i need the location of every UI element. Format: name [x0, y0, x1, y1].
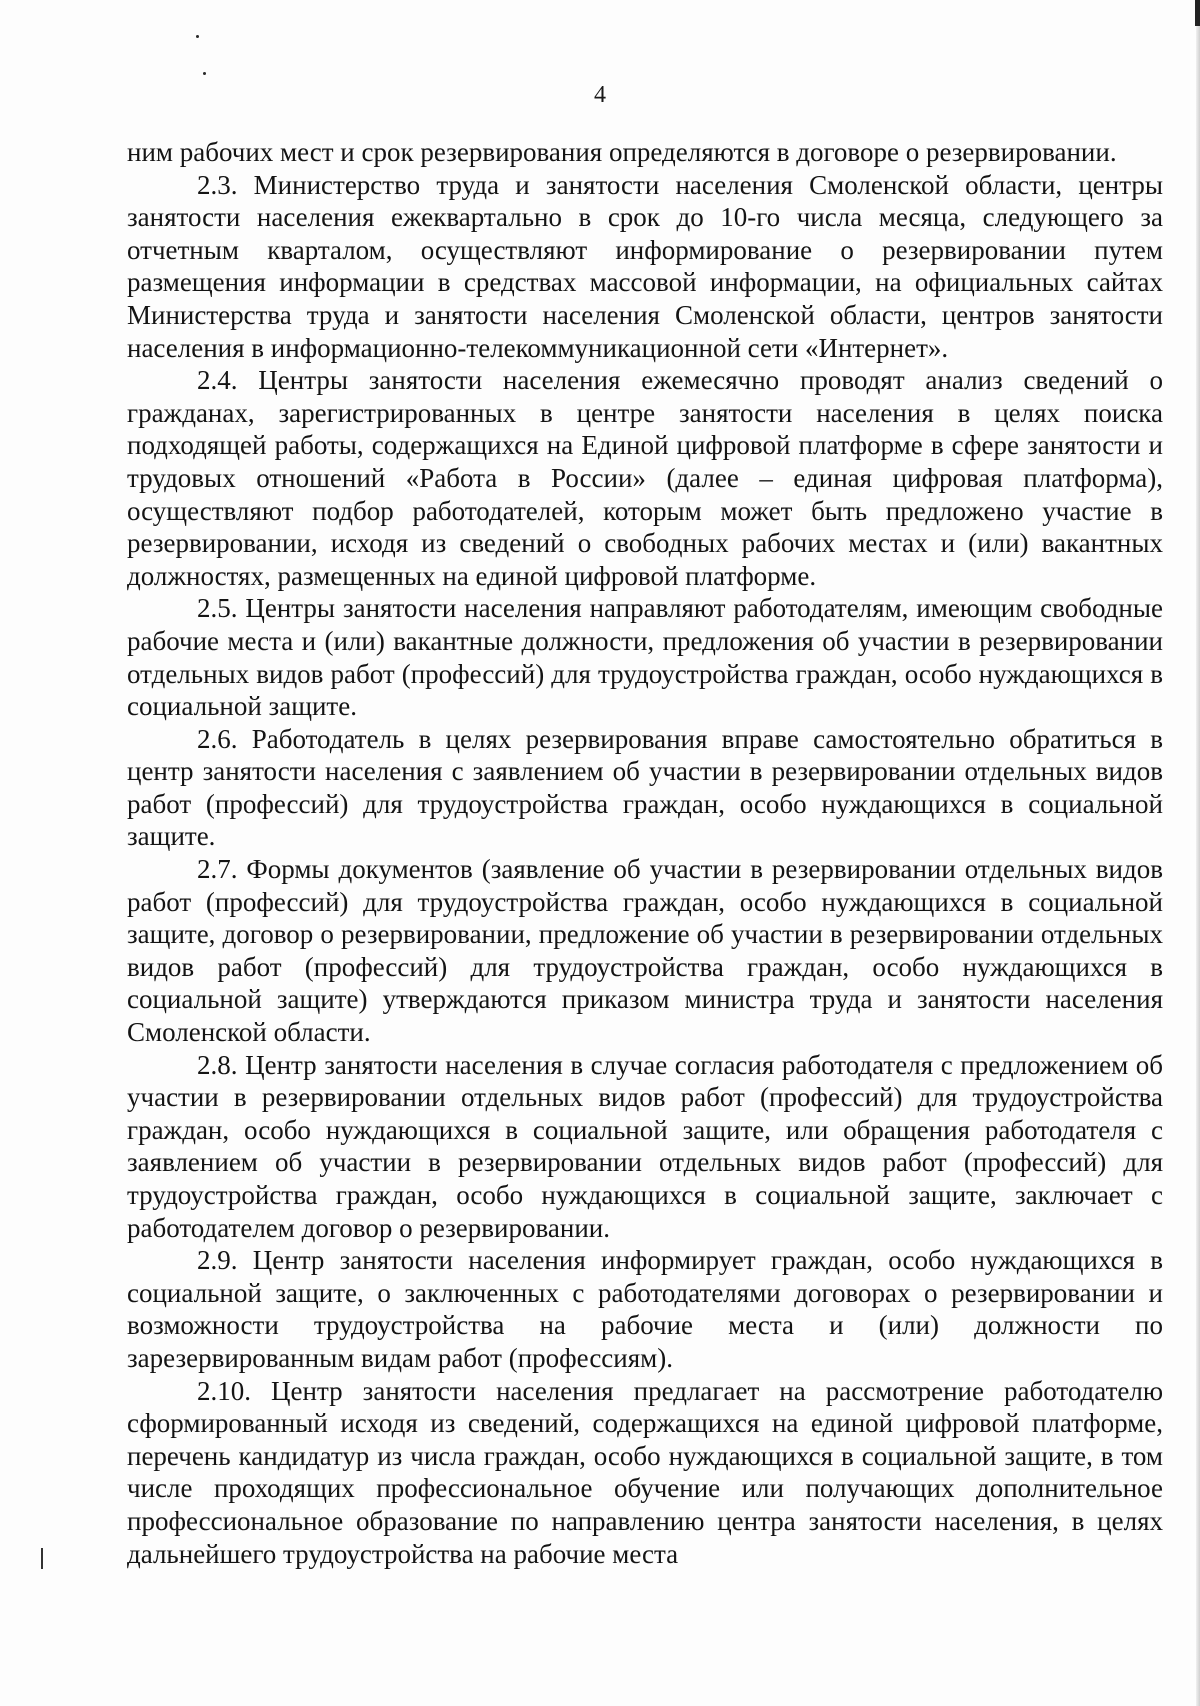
page-number: 4	[594, 82, 606, 108]
paragraph-2-10: 2.10. Центр занятости населения предлагает на рассмотрение работодателю сформированный исходя из сведений, содержащихся на единой цифровой платформе, перечень кандидатур из числа граждан, особо нуждающихся в социальной защите, в том числе проходящих профессиональное обучение или получающих дополнительное профессиональное образование по направлению центра занятости населения, в целях дальнейшего трудоустройства на рабочие места	[127, 1375, 1163, 1569]
paragraph-2-5: 2.5. Центры занятости населения направляют работодателям, имеющим свободные рабочие места и (или) вакантные должности, предложения об участии в резервировании отдельных видов работ (профессий) для трудоустройства граждан, особо нуждающихся в социальной защите.	[127, 593, 1163, 722]
scan-speck	[196, 35, 199, 38]
paragraph-2-9: 2.9. Центр занятости населения информирует граждан, особо нуждающихся в социальной защите, о заключенных с работодателями договорах о резервировании и возможности трудоустройства на рабочие места и (или) должности по зарезервированным видам работ (профессиям).	[127, 1245, 1163, 1373]
scan-speck	[203, 72, 206, 75]
document-body	[127, 136, 1163, 1570]
scan-margin-mark	[41, 1548, 43, 1569]
scan-edge-mark	[1195, 0, 1200, 26]
paragraph-2-6: 2.6. Работодатель в целях резервирования вправе самостоятельно обратиться в центр занятости населения с заявлением об участии в резервировании отдельных видов работ (профессий) для трудоустройства граждан, особо нуждающихся в социальной защите.	[127, 723, 1163, 852]
paragraph-2-7: 2.7. Формы документов (заявление об участии в резервировании отдельных видов работ (профессий) для трудоустройства граждан, особо нуждающихся в социальной защите, договор о резервировании, предложение об участии в резервировании отдельных видов работ (профессий) для трудоустройства граждан, особо нуждающихся в социальной защите) утверждаются приказом министра труда и занятости населения Смоленской области.	[127, 854, 1163, 1048]
paragraph-2-8: 2.8. Центр занятости населения в случае согласия работодателя с предложением об участии в резервировании отдельных видов работ (профессий) для трудоустройства граждан, особо нуждающихся в социальной защите, или обращения работодателя с заявлением об участии в резервировании отдельных видов работ (профессий) для трудоустройства граждан, особо нуждающихся в социальной защите, заключает с работодателем договор о резервировании.	[127, 1049, 1163, 1243]
paragraph-2-4: 2.4. Центры занятости населения ежемесячно проводят анализ сведений о гражданах, зарегистрированных в центре занятости населения в целях поиска подходящей работы, содержащихся на Единой цифровой платформе в сфере занятости и трудовых отношений «Работа в России» (далее – единая цифровая платформа), осуществляют подбор работодателей, которым может быть предложено участие в резервировании, исходя из сведений о свободных рабочих местах и (или) вакантных должностях, размещенных на единой цифровой платформе.	[127, 365, 1163, 591]
scan-edge-shadow	[1196, 0, 1200, 1706]
paragraph-2-3: 2.3. Министерство труда и занятости населения Смоленской области, центры занятости населения ежеквартально в срок до 10-го числа месяца, следующего за отчетным кварталом, осуществляют информирование о резервировании путем размещения информации в средствах массовой информации, на официальных сайтах Министерства труда и занятости населения Смоленской области, центров занятости населения в информационно-телекоммуникационной сети «Интернет».	[127, 169, 1163, 363]
paragraph-continuation: ним рабочих мест и срок резервирования определяются в договоре о резервировании.	[127, 137, 1117, 167]
